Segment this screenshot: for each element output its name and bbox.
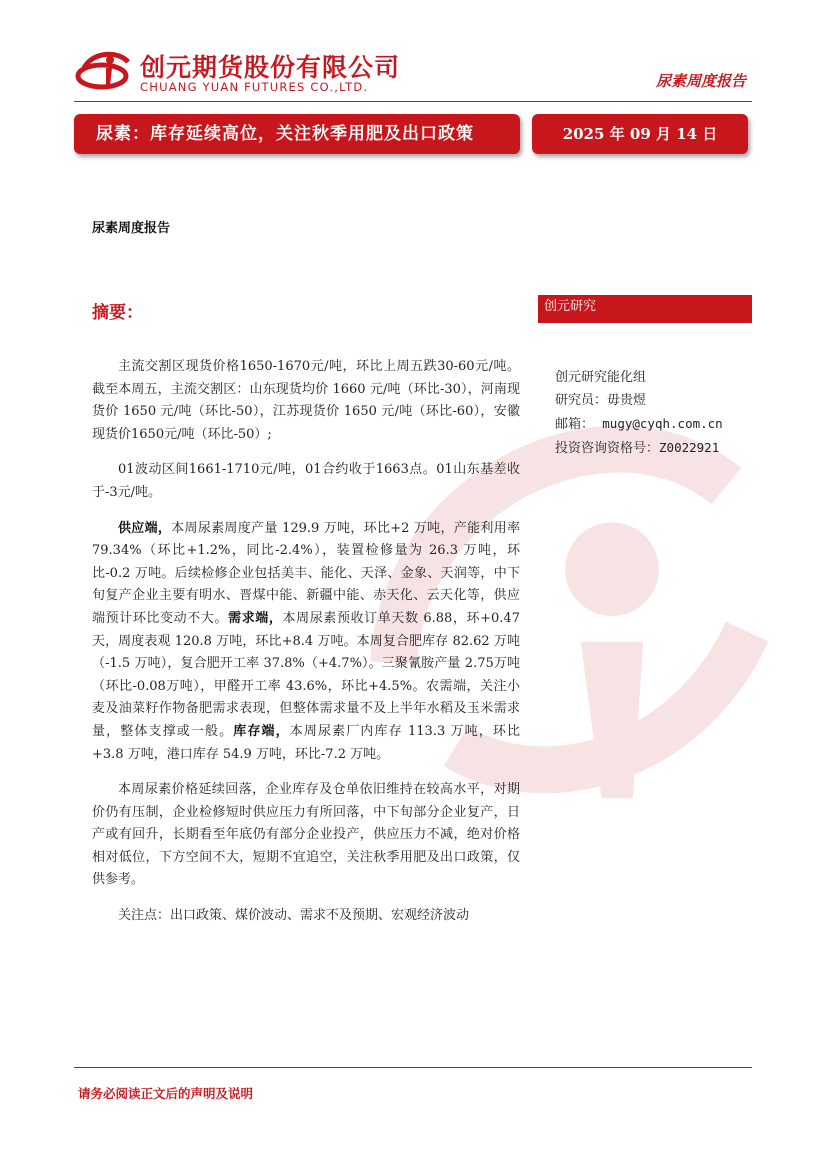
paragraph-outlook: 本周尿素价格延续回落，企业库存及仓单依旧维持在较高水平，对期价仍有压制，企业检修短时供应压力有所回落，中下旬部分企业复产，日产或有回升，长期看至年底仍有部分企业投产，供应压力不减，绝对价格相对低位，下方空间不大，短期不宜追空，关注秋季用肥及出口政策，仅供参考。 <box>92 782 520 888</box>
inventory-text: 本周尿素厂内库存 113.3 万吨，环比+3.8 万吨，港口库存 54.9 万吨，环比-7.2 万吨。 <box>92 723 520 762</box>
researcher-name: 毋贵煜 <box>607 393 647 408</box>
analyst-info <box>555 366 723 460</box>
header-report-type: 尿素周度报告 <box>655 72 746 90</box>
company-name-cn: 创元期货股份有限公司 <box>140 53 401 82</box>
license-label: 投资咨询资格号： <box>555 441 660 456</box>
footer-divider <box>74 1067 752 1068</box>
header-divider <box>74 101 752 102</box>
company-name-en: CHUANG YUAN FUTURES CO.,LTD. <box>140 80 369 94</box>
email-label: 邮箱： <box>555 417 595 432</box>
paragraph-risks: 关注点：出口政策、煤价波动、需求不及预期、宏观经济波动 <box>118 908 470 924</box>
supply-text: 本周尿素周度产量 129.9 万吨，环比+2 万吨，产能利用率 79.34%（环比+1.2%，同比-2.4%），装置检修量为 26.3 万吨，环比-0.2 万吨。后续检修企业包括美丰、能化、天泽、金象、天润等，中下旬复产企业主要有明水、晋煤中能、新疆中能、赤天化、云天化等，供应端预计环比变动不大。 <box>92 520 520 626</box>
email-line <box>555 412 723 436</box>
researcher-line <box>555 389 723 412</box>
demand-label: 需求端， <box>228 610 283 626</box>
license-line <box>555 436 723 460</box>
paragraph-fundamentals <box>92 518 520 767</box>
summary-body <box>92 356 520 941</box>
license-number: Z0022921 <box>659 440 720 455</box>
summary-heading: 摘要： <box>92 303 143 323</box>
demand-text: 本周尿素预收订单天数 6.88，环+0.47 天，周度表观 120.8 万吨，环比+8.4 万吨。本周复合肥库存 82.62 万吨（-1.5 万吨），复合肥开工率 37.8%（+4.7%）。三聚氰胺产量 2.75万吨（环比-0.08万吨），甲醛开工率 43.6%，环比+4.5%。农需端，关注小麦及油菜籽作物备肥需求表现，但整体需求量不及上半年水稻及玉米需求量，整体支撑或一般。 <box>92 610 520 739</box>
report-date: 2025 年 09 月 14 日 <box>532 114 748 154</box>
right-panel-header: 创元研究 <box>538 295 752 323</box>
disclaimer-note[interactable]: 请务必阅读正文后的声明及说明 <box>78 1086 254 1101</box>
section-label: 尿素周度报告 <box>92 221 171 236</box>
paragraph-spot-price: 主流交割区现货价格1650-1670元/吨，环比上周五跌30-60元/吨。截至本周五，主流交割区：山东现货均价 1660 元/吨（环比-30），河南现货价 1650 元/吨（环比-50），江苏现货价 1650 元/吨（环比-60），安徽现货价1650元/吨（环比-50）; <box>92 359 520 442</box>
email-link[interactable]: mugy@cyqh.com.cn <box>602 416 723 431</box>
company-logo-icon <box>74 46 134 92</box>
supply-label: 供应端， <box>118 520 172 536</box>
report-title: 尿素：库存延续高位，关注秋季用肥及出口政策 <box>74 114 520 154</box>
paragraph-futures: 01波动区间1661-1710元/吨，01合约收于1663点。01山东基差收于-3元/吨。 <box>92 462 520 500</box>
inventory-label: 库存端， <box>233 723 290 739</box>
researcher-label: 研究员： <box>555 393 608 408</box>
research-team: 创元研究能化组 <box>555 370 647 385</box>
